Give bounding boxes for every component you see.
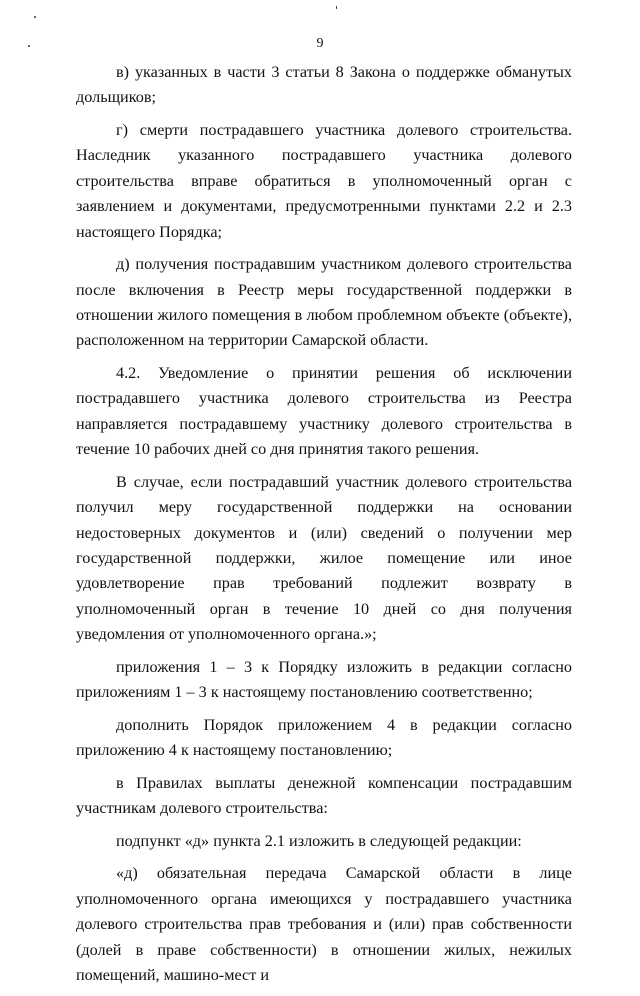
document-body: [76, 60, 572, 996]
paragraph-appendices-1-3: приложения 1 – 3 к Порядку изложить в редакции согласно приложениям 1 – 3 к настоящему постановлению соответственно;: [76, 657, 572, 702]
paragraph-subpoint-d-text: «д) обязательная передача Самарской области в лице уполномоченного органа имеющихся у пострадавшего участника долевого строительства прав требования и (или) прав собственности (долей в праве собственности) в отношении жилых, нежилых помещений, машино-мест и: [76, 864, 572, 985]
paragraph-item-g: г) смерти пострадавшего участника долевого строительства. Наследник указанного пострадавшего участника долевого строительства вправе обратиться в уполномоченный орган с заявлением и документами, предусмотренными пунктами 2.2 и 2.3 настоящего Порядка;: [76, 121, 572, 241]
scan-speck: [34, 16, 36, 18]
paragraph-return-clause: В случае, если пострадавший участник долевого строительства получил меру государственной поддержки на основании недостоверных документов и (или) сведений о получении мер государственной поддержки, жилое помещение или иное удовлетворение прав требований подлежит возврату в уполномоченный орган в течение 10 дней со дня получения уведомления от уполномоченного органа.»;: [76, 472, 572, 644]
paragraph-section-4-2: 4.2. Уведомление о принятии решения об исключении пострадавшего участника долевого строительства из Реестра направляется пострадавшему участнику долевого строительства в течение 10 рабочих дней со дня принятия такого решения.: [76, 364, 572, 459]
scan-speck: [336, 6, 337, 9]
paragraph-appendix-4: дополнить Порядок приложением 4 в редакции согласно приложению 4 к настоящему постановлению;: [76, 715, 572, 760]
paragraph-subpoint-d: подпункт «д» пункта 2.1 изложить в следующей редакции:: [116, 831, 522, 850]
paragraph-item-d: д) получения пострадавшим участником долевого строительства после включения в Реестр меры государственной поддержки в отношении жилого помещения в любом проблемном объекте (объекте), расположенном на территории Самарской области.: [76, 255, 572, 350]
paragraph-item-v: в) указанных в части 3 статьи 8 Закона о поддержке обманутых дольщиков;: [76, 63, 572, 107]
paragraph-compensation-rules: в Правилах выплаты денежной компенсации пострадавшим участникам долевого строительства:: [76, 773, 572, 818]
page-number: 9: [316, 36, 324, 51]
